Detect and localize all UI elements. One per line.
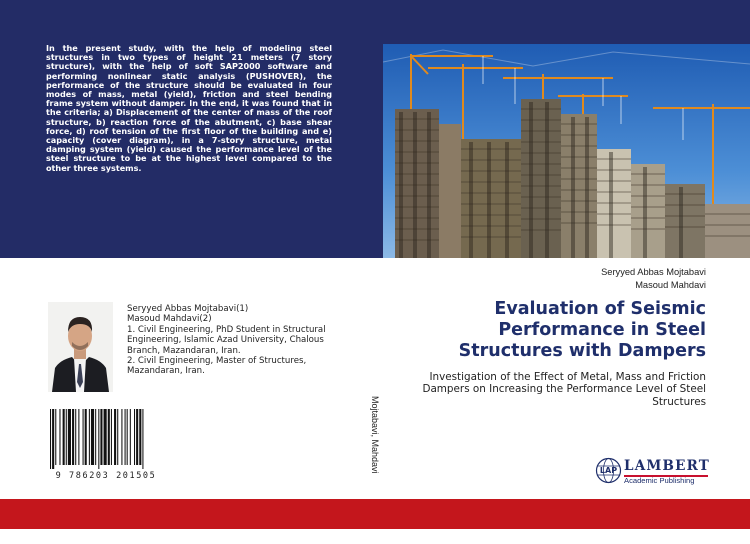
- barcode-bar: [139, 409, 141, 465]
- barcode-bar: [134, 409, 135, 465]
- author-photo: [48, 302, 113, 392]
- author-bio: Seryyed Abbas Mojtabavi(1) Masoud Mahdavi(2) 1. Civil Engineering, PhD Student in Structural Engineering, Islamic Azad University, Chalous Branch, Mazandaran, Iran. 2. Civil Engineering, Master of Structures, Mazandaran, Iran.: [127, 304, 326, 377]
- barcode-bar: [91, 409, 94, 465]
- barcode-bar: [117, 409, 118, 465]
- publisher-name: LAMBERT: [624, 458, 711, 474]
- barcode-bar: [78, 409, 79, 465]
- barcode-bar: [75, 409, 76, 465]
- barcode-bar: [95, 409, 96, 465]
- barcode-bar: [136, 409, 138, 465]
- barcode-bar: [50, 409, 51, 469]
- barcode-bar: [85, 409, 87, 465]
- barcode-bar: [83, 409, 84, 465]
- barcode-bar: [127, 409, 128, 465]
- barcode-bar: [72, 409, 74, 465]
- spine: [365, 396, 385, 496]
- barcode-bar: [108, 409, 110, 465]
- isbn-barcode: [46, 407, 166, 469]
- barcode-bar: [130, 409, 131, 465]
- front-authors: [601, 266, 706, 291]
- barcode-bar: [66, 409, 67, 465]
- front-author-2: Masoud Mahdavi: [635, 279, 706, 290]
- barcode-bar: [104, 409, 107, 465]
- barcode-bar: [52, 409, 54, 469]
- barcode-bar: [100, 409, 102, 465]
- barcode-bar: [55, 409, 56, 465]
- front-author-1: Seryyed Abbas Mojtabavi: [601, 267, 706, 277]
- barcode-bar: [142, 409, 143, 469]
- barcode-bar: [125, 409, 126, 465]
- publisher-logo: [594, 456, 710, 486]
- construction-photo: [383, 44, 750, 258]
- isbn-number: 9 786203 201505: [55, 471, 157, 481]
- barcode-bar: [63, 409, 65, 465]
- barcode-bar: [98, 409, 99, 469]
- book-subtitle: Investigation of the Effect of Metal, Mass and Friction Dampers on Increasing the Performance Level of Steel Structures: [422, 371, 706, 408]
- barcode-bar: [121, 409, 122, 465]
- spine-authors: Mojtabavi, Mahdavi: [370, 396, 380, 474]
- publisher-subname: Academic Publishing: [624, 476, 695, 485]
- barcode-bar: [59, 409, 60, 465]
- publisher-mark: LAP: [599, 466, 618, 475]
- lap-globe-icon: [594, 456, 623, 485]
- book-title: Evaluation of Seismic Performance in Steel Structures with Dampers: [458, 299, 706, 361]
- bottom-band: [0, 499, 750, 529]
- back-cover-blurb: In the present study, with the help of modeling steel structures in two types of height 21 meters (7 story structure), with the help of soft SAP2000 software and performing nonlinear static analysis (PUSHOVER), the performance of the structure should be evaluated in four modes of mass, metal (yield), friction and steel bending frame system without damper. In the end, it was found that in the criteria; a) Displacement of the center of mass of the roof structure, b) reaction force of the abutment, c) base shear force, d) roof tension of the first floor of the building and e) capacity (cover diagram), in a 7-story structure, metal damping system (yield) caused the performance level of the steel structure to be at the highest level compared to the other three systems.: [46, 43, 332, 173]
- barcode-bar: [68, 409, 71, 465]
- barcode-bar: [114, 409, 116, 465]
- barcode-bar: [111, 409, 112, 465]
- barcode-bar: [89, 409, 90, 465]
